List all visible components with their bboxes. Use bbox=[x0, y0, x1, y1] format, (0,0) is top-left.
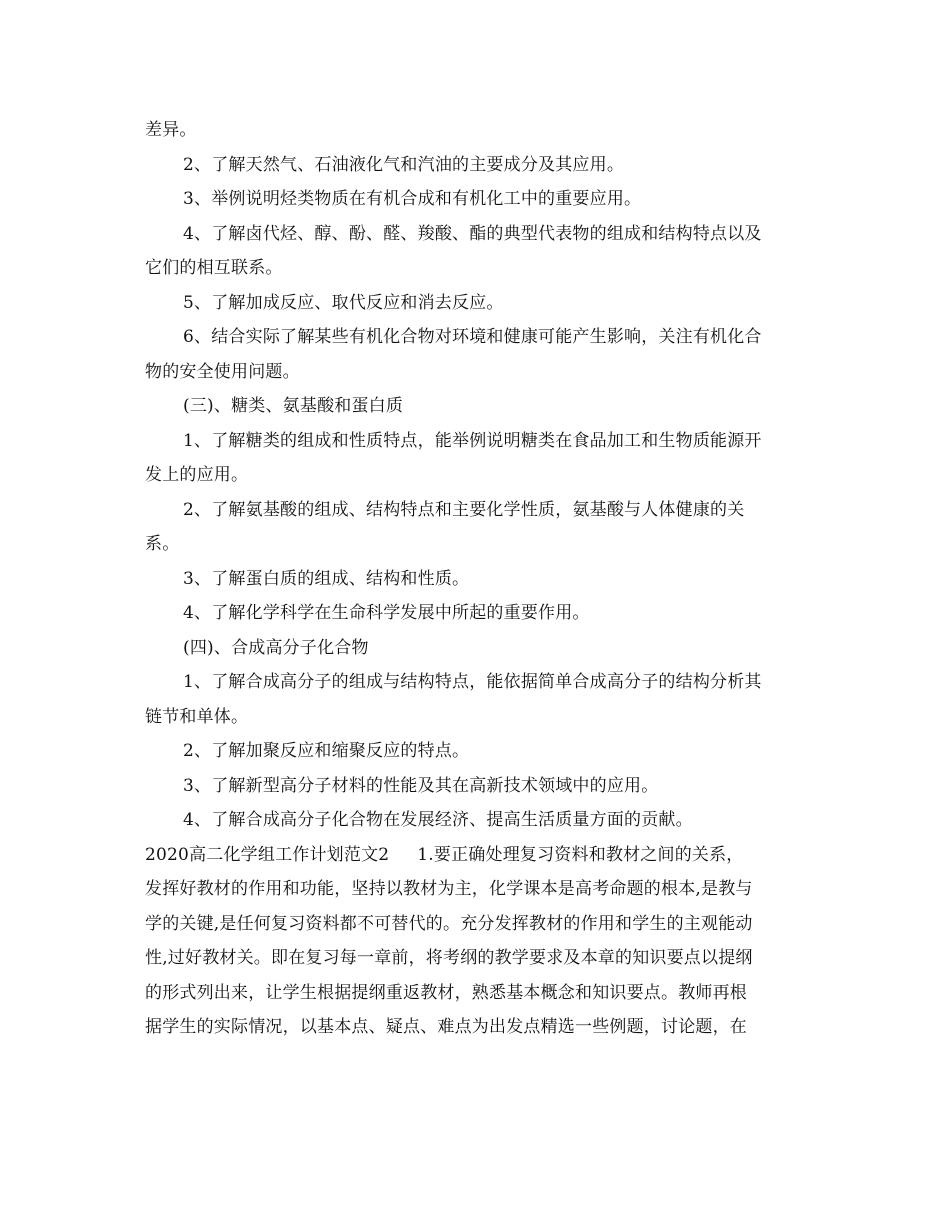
list-item: 2、了解氨基酸的组成、结构特点和主要化学性质，氨基酸与人体健康的关 bbox=[183, 499, 745, 520]
text-line: 链节和单体。 bbox=[145, 706, 249, 727]
list-item: 3、了解蛋白质的组成、结构和性质。 bbox=[183, 568, 470, 589]
list-item: 1、了解合成高分子的组成与结构特点，能依据简单合成高分子的结构分析其 bbox=[183, 672, 762, 692]
text-line: 它们的相互联系。 bbox=[145, 258, 283, 278]
title-line bbox=[145, 838, 815, 873]
list-item: 6、结合实际了解某些有机化合物对环境和健康可能产生影响，关注有机化合 bbox=[183, 327, 762, 347]
list-item: 5、了解加成反应、取代反应和消去反应。 bbox=[183, 292, 504, 313]
list-item: 4、了解卤代烃、醇、酚、醛、羧酸、酯的典型代表物的组成和结构特点以及 bbox=[183, 223, 762, 244]
list-item: 4、了解合成高分子化合物在发展经济、提高生活质量方面的贡献。 bbox=[183, 810, 693, 830]
text-line: 学的关键,是任何复习资料都不可替代的。充分发挥教材的作用和学生的主观能动 bbox=[145, 913, 753, 934]
list-item: 2、了解加聚反应和缩聚反应的特点。 bbox=[183, 741, 470, 761]
text-line: 差异。 bbox=[145, 120, 197, 140]
text-line: 性,过好教材关。即在复习每一章前，将考纲的教学要求及本章的知识要点以提纲 bbox=[145, 948, 753, 968]
text-line: 的形式列出来，让学生根据提纲重返教材，熟悉基本概念和知识要点。教师再根 bbox=[145, 982, 747, 1003]
paragraph-start: 1.要正确处理复习资料和教材之间的关系， bbox=[417, 844, 744, 865]
list-item: 3、举例说明烃类物质在有机合成和有机化工中的重要应用。 bbox=[183, 189, 642, 209]
document-body bbox=[145, 113, 815, 1045]
list-item: 3、了解新型高分子材料的性能及其在高新技术领域中的应用。 bbox=[183, 775, 659, 796]
text-line: 物的安全使用问题。 bbox=[145, 361, 300, 382]
list-item: 2、了解天然气、石油液化气和汽油的主要成分及其应用。 bbox=[183, 154, 625, 175]
list-item: 4、了解化学科学在生命科学发展中所起的重要作用。 bbox=[183, 603, 590, 623]
text-line: 发挥好教材的作用和功能，坚持以教材为主，化学课本是高考命题的根本,是教与 bbox=[145, 879, 753, 899]
text-line: 发上的应用。 bbox=[145, 465, 249, 485]
text-line: 系。 bbox=[145, 534, 180, 554]
text-line: 据学生的实际情况，以基本点、疑点、难点为出发点精选一些例题，讨论题，在 bbox=[145, 1017, 747, 1037]
section-heading: (三)、糖类、氨基酸和蛋白质 bbox=[183, 396, 404, 416]
list-item: 1、了解糖类的组成和性质特点，能举例说明糖类在食品加工和生物质能源开 bbox=[183, 430, 762, 451]
document-title: 2020高二化学组工作计划范文2 bbox=[145, 844, 390, 865]
section-heading: (四)、合成高分子化合物 bbox=[183, 637, 369, 658]
